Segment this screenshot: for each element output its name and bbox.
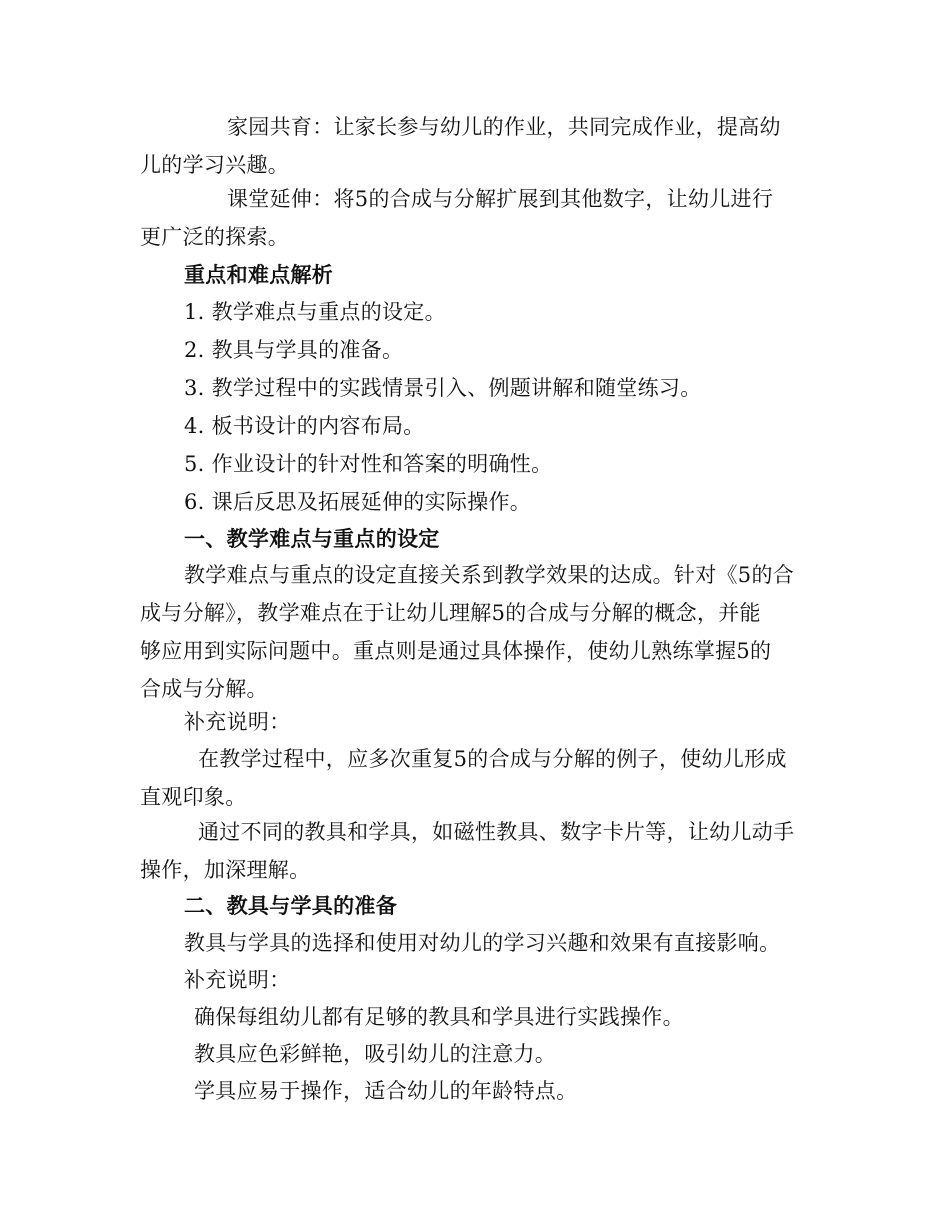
list-item: 5. 作业设计的针对性和答案的明确性。 [184,452,553,476]
supplement-item: 学具应易于操作，适合幼儿的年龄特点。 [194,1079,578,1103]
section1-body [140,556,810,708]
list-item: 2. 教具与学具的准备。 [184,338,404,362]
supplement-item: 教具应色彩鲜艳，吸引幼儿的注意力。 [194,1042,557,1066]
text-line: 操作，加深理解。 [140,858,311,882]
text-line: 教学难点与重点的设定直接关系到教学效果的达成。针对《5的合 [184,563,795,587]
text-line: 合成与分解。 [140,677,268,701]
supplement-paragraph [140,740,810,816]
list-item: 1. 教学难点与重点的设定。 [184,300,446,324]
paragraph-home-school [140,108,810,184]
text-line: 家园共育：让家长参与幼儿的作业，共同完成作业，提高幼 [227,115,781,139]
supplement-label: 补充说明： [184,710,291,734]
text-line: 成与分解》，教学难点在于让幼儿理解5的合成与分解的概念，并能 [140,601,761,625]
supplement-label: 补充说明： [184,968,291,992]
section2-heading: 二、教具与学具的准备 [184,893,397,918]
list-item: 6. 课后反思及拓展延伸的实际操作。 [184,490,532,514]
text-line: 儿的学习兴趣。 [140,153,290,177]
section2-body: 教具与学具的选择和使用对幼儿的学习兴趣和效果有直接影响。 [184,931,781,955]
text-line: 通过不同的教具和学具，如磁性教具、数字卡片等，让幼儿动手 [198,820,795,844]
list-item: 4. 板书设计的内容布局。 [184,414,425,438]
text-line: 够应用到实际问题中。重点则是通过具体操作，使幼儿熟练掌握5的 [140,639,772,663]
text-line: 在教学过程中，应多次重复5的合成与分解的例子，使幼儿形成 [198,747,787,771]
section1-heading: 一、教学难点与重点的设定 [184,526,440,551]
supplement-item: 确保每组幼儿都有足够的教具和学具进行实践操作。 [194,1005,684,1029]
text-line: 课堂延伸：将5的合成与分解扩展到其他数字，让幼儿进行 [227,187,774,211]
text-line: 更广泛的探索。 [140,225,290,249]
paragraph-class-extension [140,180,810,256]
text-line: 直观印象。 [140,785,247,809]
heading-key-points: 重点和难点解析 [184,262,334,287]
list-item: 3. 教学过程中的实践情景引入、例题讲解和随堂练习。 [184,376,702,400]
supplement-paragraph [140,813,810,889]
